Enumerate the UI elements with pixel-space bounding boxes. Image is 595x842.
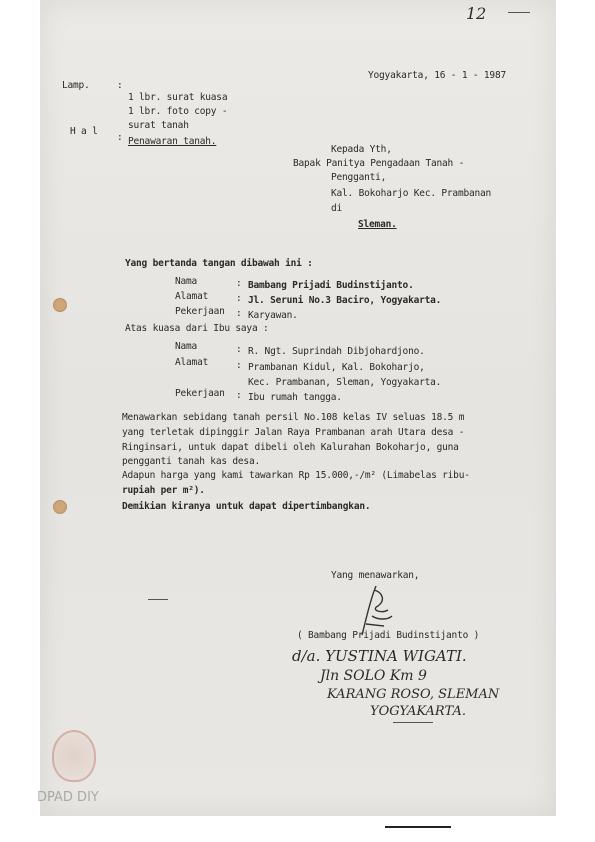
colon: : [117,80,123,91]
body-line: rupiah per m²). [122,485,205,496]
mother-job: Ibu rumah tangga. [248,392,342,403]
field-label: Nama [175,341,198,352]
intro-text: Yang bertanda tangan dibawah ini : [125,258,313,269]
recipient-line: Kepada Yth, [331,144,392,155]
lampiran-label: Lamp. [62,80,90,91]
body-line: Adapun harga yang kami tawarkan Rp 15.000,-/m² (Limabelas ribu- [122,470,470,481]
mother-name: R. Ngt. Suprindah Dibjohardjono. [248,346,425,357]
signer-address: Jl. Seruni No.3 Baciro, Yogyakarta. [248,295,442,306]
body-line: yang terletak dipinggir Jalan Raya Prambanan arah Utara desa - [122,427,465,438]
mother-address: Prambanan Kidul, Kal. Bokoharjo, [248,362,425,373]
watermark-text: DPAD DIY [37,790,99,805]
colon: : [236,390,242,401]
colon: : [117,132,123,143]
lampiran-item: 1 lbr. foto copy - [128,106,228,117]
recipient-city: Sleman. [358,219,397,230]
body-line: pengganti tanah kas desa. [122,456,260,467]
body-line: Ringinsari, untuk dapat dibeli oleh Kalurahan Bokoharjo, guna [122,442,459,453]
handwritten-line: Jln SOLO Km 9 [320,668,427,684]
body-line: Menawarkan sebidang tanah persil No.108 kelas IV seluas 18.5 m [122,412,465,423]
signature-name: ( Bambang Prijadi Budinstijanto ) [297,630,480,641]
colon: : [236,360,242,371]
closing-text: Yang menawarkan, [331,570,420,581]
recipient-line: Bapak Panitya Pengadaan Tanah - [293,158,465,169]
seal-logo [52,730,96,782]
field-label: Pekerjaan [175,306,225,317]
colon: : [236,293,242,304]
lampiran-item: surat tanah [128,120,189,131]
page-number: 12 [466,4,487,23]
on-behalf-text: Atas kuasa dari Ibu saya : [125,323,269,334]
recipient-line: di [331,203,343,214]
corner-mark [508,12,530,13]
colon: : [236,308,242,319]
scan-mark [148,599,168,600]
mother-address: Kec. Prambanan, Sleman, Yogyakarta. [248,377,442,388]
colon: : [236,278,242,289]
field-label: Nama [175,276,198,287]
bottom-rule [385,826,451,828]
colon: : [236,344,242,355]
signer-job: Karyawan. [248,310,298,321]
field-label: Pekerjaan [175,388,225,399]
recipient-line: Kal. Bokoharjo Kec. Prambanan [331,188,492,199]
field-label: Alamat [175,357,209,368]
underline-stroke [393,722,433,723]
place-date: Yogyakarta, 16 - 1 - 1987 [368,70,506,81]
punch-hole [53,500,67,514]
body-line: Demikian kiranya untuk dapat dipertimbangkan. [122,501,371,512]
signer-name: Bambang Prijadi Budinstijanto. [248,280,414,291]
handwritten-line: KARANG ROSO, SLEMAN [327,687,500,702]
handwritten-line: YOGYAKARTA. [370,704,466,719]
hal-label: H a l [70,126,98,137]
punch-hole [53,298,67,312]
handwritten-line: d/a. YUSTINA WIGATI. [292,647,467,665]
field-label: Alamat [175,291,209,302]
hal-value: Penawaran tanah. [128,136,217,147]
lampiran-item: 1 lbr. surat kuasa [128,92,228,103]
recipient-line: Pengganti, [331,172,387,183]
